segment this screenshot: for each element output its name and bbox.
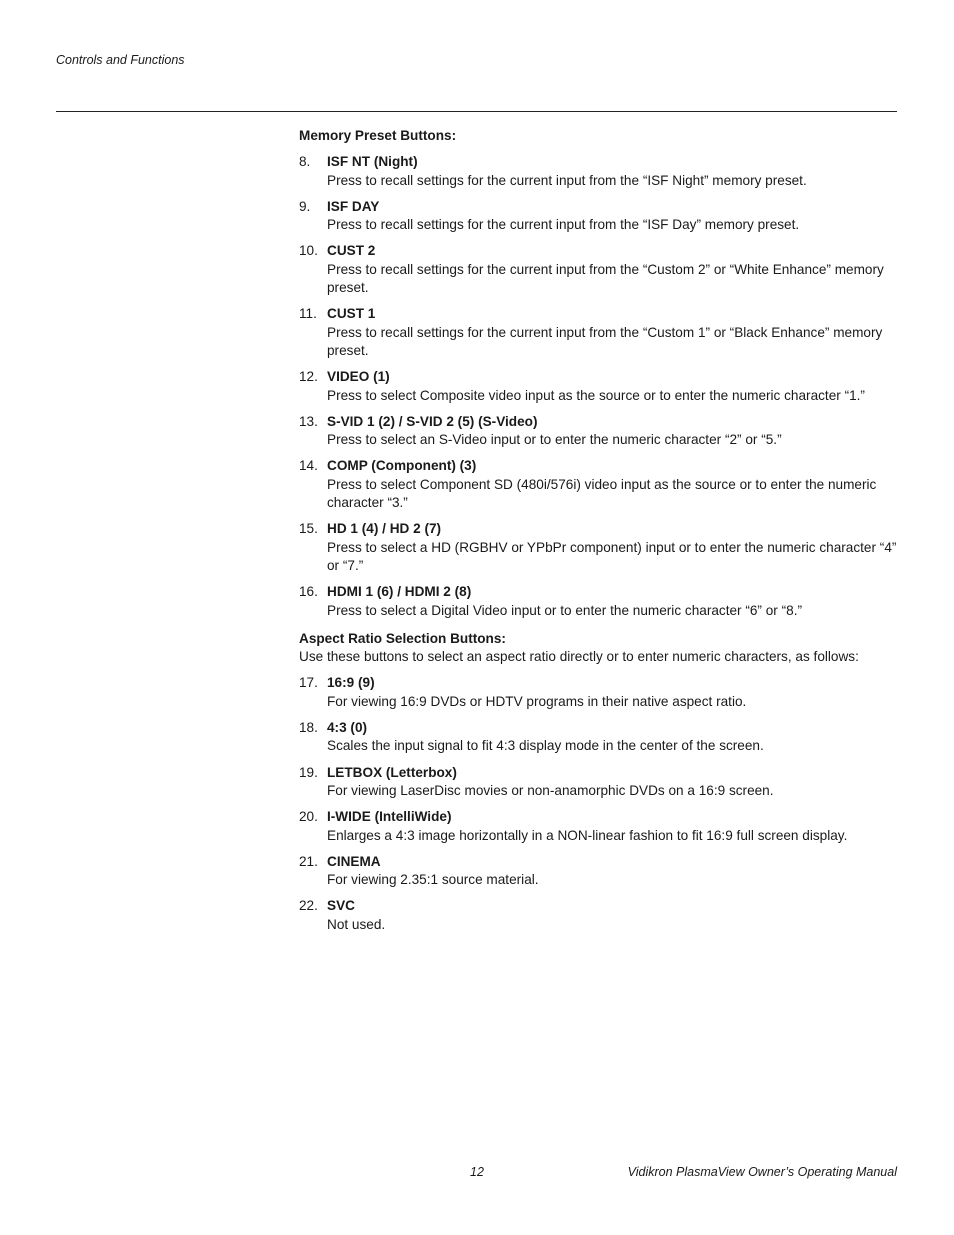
item-number: 9.: [299, 198, 311, 214]
page-number: 12: [470, 1165, 484, 1179]
item-label: CUST 2: [327, 243, 376, 259]
item-description: Not used.: [327, 916, 386, 932]
aspect-section-intro: Use these buttons to select an aspect ratio directly or to enter numeric characters, as follows:: [299, 649, 859, 665]
memory-section-title: Memory Preset Buttons:: [299, 128, 457, 143]
item-label: ISF NT (Night): [327, 154, 418, 170]
manual-title: Vidikron PlasmaView Owner’s Operating Manual: [627, 1165, 897, 1179]
list-item: [299, 853, 904, 890]
list-item: [299, 198, 904, 235]
item-label: ISF DAY: [327, 198, 380, 214]
item-number: 10.: [299, 243, 318, 259]
item-number: 18.: [299, 720, 318, 736]
list-item: [299, 457, 904, 512]
item-description: For viewing LaserDisc movies or non-anamorphic DVDs on a 16:9 screen.: [327, 782, 774, 798]
item-description: Press to recall settings for the current input from the “Custom 2” or “White Enhance” memory preset.: [327, 261, 884, 296]
item-description: Press to recall settings for the current input from the “ISF Night” memory preset.: [327, 172, 807, 188]
list-item: [299, 520, 904, 575]
list-item: [299, 719, 904, 756]
item-label: CINEMA: [327, 853, 381, 869]
item-description: Press to select Component SD (480i/576i) video input as the source or to enter the numeric character “3.”: [327, 476, 877, 511]
item-label: COMP (Component) (3): [327, 458, 477, 474]
item-description: Press to select a HD (RGBHV or YPbPr component) input or to enter the numeric character “4” or “7.”: [327, 539, 897, 573]
item-number: 8.: [299, 154, 311, 170]
item-number: 11.: [299, 306, 317, 322]
memory-preset-list: [299, 153, 904, 620]
item-description: Press to select an S-Video input or to enter the numeric character “2” or “5.”: [327, 432, 782, 448]
item-description: Press to recall settings for the current input from the “ISF Day” memory preset.: [327, 217, 800, 233]
header-rule: [56, 111, 897, 112]
item-label: HD 1 (4) / HD 2 (7): [327, 521, 442, 537]
running-header: Controls and Functions: [56, 53, 185, 67]
aspect-section-title: Aspect Ratio Selection Buttons:: [299, 630, 506, 646]
item-description: Press to recall settings for the current input from the “Custom 1” or “Black Enhance” memory preset.: [327, 324, 883, 358]
page-content: [299, 127, 904, 942]
item-description: Press to select Composite video input as the source or to enter the numeric character “1.”: [327, 387, 865, 403]
item-number: 12.: [299, 369, 318, 385]
list-item: [299, 674, 904, 711]
item-label: I-WIDE (IntelliWide): [327, 809, 452, 825]
item-label: CUST 1: [327, 306, 376, 322]
list-item: [299, 305, 904, 360]
item-description: Enlarges a 4:3 image horizontally in a NON-linear fashion to fit 16:9 full screen display.: [327, 827, 848, 843]
item-number: 15.: [299, 521, 318, 537]
list-item: [299, 764, 904, 801]
item-description: Press to select a Digital Video input or to enter the numeric character “6” or “8.”: [327, 602, 802, 618]
item-label: LETBOX (Letterbox): [327, 764, 457, 780]
list-item: [299, 153, 904, 190]
item-number: 20.: [299, 809, 318, 825]
list-item: [299, 368, 904, 405]
item-description: For viewing 16:9 DVDs or HDTV programs in their native aspect ratio.: [327, 693, 747, 709]
item-number: 19.: [299, 764, 318, 780]
item-label: 16:9 (9): [327, 675, 375, 691]
item-number: 16.: [299, 584, 318, 600]
item-label: VIDEO (1): [327, 369, 390, 385]
list-item: [299, 242, 904, 297]
item-label: SVC: [327, 898, 355, 914]
item-number: 21.: [299, 853, 318, 869]
list-item: [299, 808, 904, 845]
item-label: HDMI 1 (6) / HDMI 2 (8): [327, 584, 472, 600]
item-label: S-VID 1 (2) / S-VID 2 (5) (S-Video): [327, 413, 538, 429]
item-number: 17.: [299, 675, 318, 691]
list-item: [299, 897, 904, 934]
item-number: 14.: [299, 458, 318, 474]
list-item: [299, 583, 904, 620]
item-label: 4:3 (0): [327, 720, 368, 736]
item-number: 13.: [299, 413, 318, 429]
item-number: 22.: [299, 898, 318, 914]
item-description: Scales the input signal to fit 4:3 display mode in the center of the screen.: [327, 738, 764, 754]
list-item: [299, 413, 904, 450]
item-description: For viewing 2.35:1 source material.: [327, 872, 539, 888]
aspect-ratio-list: [299, 674, 904, 934]
